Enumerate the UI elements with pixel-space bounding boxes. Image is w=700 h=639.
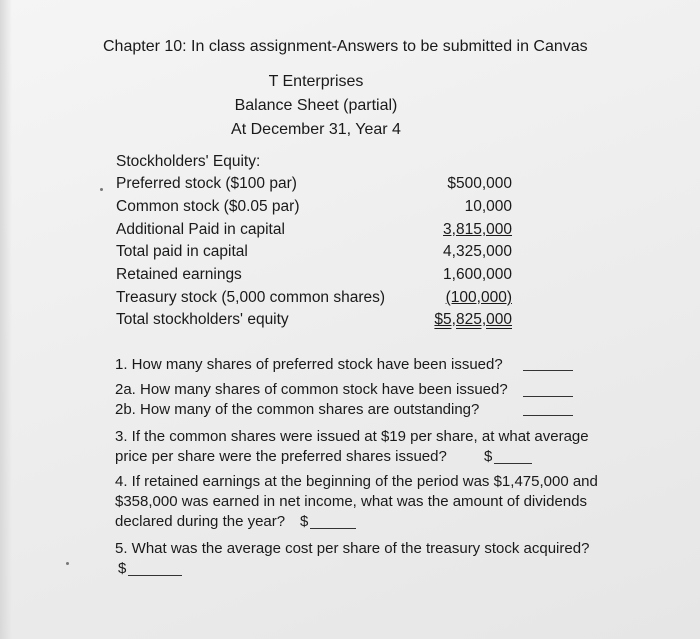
question-4-line-1: 4. If retained earnings at the beginning of the period was $1,475,000 and [115, 473, 598, 490]
equity-row-treasury [116, 289, 512, 311]
assignment-title: Chapter 10: In class assignment-Answers to be submitted in Canvas [103, 38, 588, 55]
equity-row-common [116, 198, 512, 220]
pencil-mark [100, 188, 103, 191]
company-name: T Enterprises [268, 73, 364, 90]
row-amount: $5,825,000 [434, 311, 512, 328]
dollar-sign: $ [300, 513, 309, 530]
pencil-mark [66, 562, 69, 565]
question-4-line-3: declared during the year? [115, 513, 286, 530]
question-1: 1. How many shares of preferred stock have been issued? [115, 356, 503, 373]
row-amount: $500,000 [447, 175, 512, 192]
row-label: Additional Paid in capital [116, 221, 285, 238]
statement-name: Balance Sheet (partial) [234, 97, 398, 114]
row-label: Total paid in capital [116, 243, 248, 260]
equity-row-preferred [116, 175, 512, 197]
row-amount: 4,325,000 [443, 243, 512, 260]
equity-row-retained [116, 266, 512, 288]
row-amount: 1,600,000 [443, 266, 512, 283]
question-4-line-2: $358,000 was earned in net income, what was the amount of dividends [115, 493, 587, 510]
row-label: Retained earnings [116, 266, 242, 283]
page-shadow-edge [0, 0, 12, 639]
equity-heading: Stockholders' Equity: [116, 153, 261, 170]
answer-blank-2a[interactable] [523, 396, 573, 397]
answer-blank-4[interactable] [310, 528, 356, 529]
question-2b: 2b. How many of the common shares are outstanding? [115, 401, 480, 418]
dollar-sign: $ [118, 560, 127, 577]
row-label: Total stockholders' equity [116, 311, 289, 328]
answer-blank-2b[interactable] [523, 415, 573, 416]
answer-blank-3[interactable] [494, 463, 532, 464]
row-label: Common stock ($0.05 par) [116, 198, 300, 215]
answer-blank-5[interactable] [128, 575, 182, 576]
equity-row-apic [116, 221, 512, 243]
question-2a: 2a. How many shares of common stock have been issued? [115, 381, 508, 398]
row-label: Preferred stock ($100 par) [116, 175, 297, 192]
question-3-line-2: price per share were the preferred shares issued? [115, 448, 447, 465]
question-3-line-1: 3. If the common shares were issued at $19 per share, at what average [115, 428, 589, 445]
statement-date: At December 31, Year 4 [231, 121, 401, 138]
equity-row-total-paid [116, 243, 512, 265]
row-amount: (100,000) [445, 289, 512, 306]
equity-row-total [116, 311, 512, 333]
row-amount: 3,815,000 [443, 221, 512, 238]
row-label: Treasury stock (5,000 common shares) [116, 289, 386, 306]
question-5-line-1: 5. What was the average cost per share of the treasury stock acquired? [115, 540, 590, 557]
answer-blank-1[interactable] [523, 370, 573, 371]
row-amount: 10,000 [464, 198, 512, 215]
dollar-sign: $ [484, 448, 493, 465]
